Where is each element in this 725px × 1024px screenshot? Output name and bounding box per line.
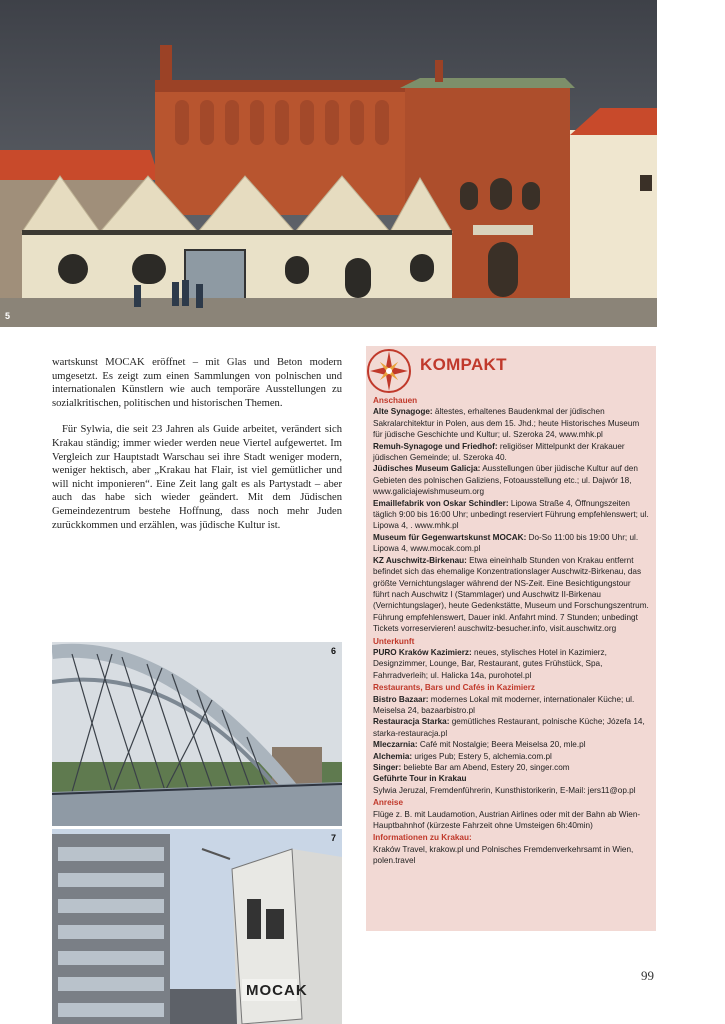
kompakt-entry-text: modernes Lokal mit moderner, internationaler Küche; ul. Meiselsa 24, bazaarbistro.pl <box>373 694 635 715</box>
kompakt-entry-name: Museum für Gegenwartskunst MOCAK: <box>373 532 527 542</box>
kompakt-entry <box>373 739 649 750</box>
kompakt-entry-name: Remuh-Synagoge und Friedhof: <box>373 441 498 451</box>
kompakt-entry-name: Singer: <box>373 763 402 772</box>
kompakt-entry <box>373 647 649 681</box>
kompakt-entry <box>373 716 649 739</box>
kompakt-entry <box>373 694 649 717</box>
kompakt-entry-name: Alte Synagoge: <box>373 407 433 417</box>
kompakt-entry <box>373 532 649 555</box>
kompakt-entry-text: religiöser Mittelpunkt der Krakauer jüdischen Gemeinde; ul. Szeroka 40. <box>373 441 625 463</box>
kompakt-section-title: Geführte Tour in Krakau <box>373 774 467 784</box>
kompakt-info-box <box>366 346 656 931</box>
kompakt-entry-text: Flüge z. B. mit Laudamotion, Austrian Airlines oder mit der Bahn ab Wien-Hauptbahnhof (kürzeste Fahrzeit ohne Umsteigen 6h:40min) <box>373 809 641 831</box>
kompakt-entry-name: Alchemia: <box>373 751 413 761</box>
article-paragraph: Für Sylwia, die seit 23 Jahren als Guide arbeitet, verändert sich Krakau ständig; immer wieder werden neue Viertel aufgewertet. Im Vergleich zur Hauptstadt Warschau sei ihre Stadt weniger modern, weniger hektisch, aber „Krakau hat Flair, ist viel gemütlicher und will nicht imponieren“. Eine Zeit lang galt es als Partystadt – aber auch das habe sich wieder geändert. Mit dem Jüdischen Gemeindezentrum bestehe Hoffnung, dass noch mehr Juden zurückkommen und erzählen, was jüdische Kultur ist. <box>52 424 342 531</box>
kompakt-entry <box>373 463 649 497</box>
kompakt-entry-text: Do-So 11:00 bis 19:00 Uhr; ul. Lipowa 4, www.mocak.com.pl <box>373 532 639 554</box>
kompakt-title: KOMPAKT <box>420 355 507 374</box>
kompakt-entry <box>373 498 649 532</box>
kompakt-entry <box>373 785 649 796</box>
kompakt-section-title: Anreise <box>373 798 404 808</box>
kompakt-entry <box>373 406 649 440</box>
mocak-billboard-text: MOCAK <box>246 982 308 999</box>
photo-number-7: 7 <box>330 833 336 843</box>
kompakt-section-title: Unterkunft <box>373 636 415 646</box>
kompakt-entry <box>373 762 649 773</box>
kompakt-entry-name: Jüdisches Museum Galicja: <box>373 464 481 474</box>
kompakt-content <box>366 395 656 867</box>
compass-star-icon <box>366 348 412 394</box>
kompakt-section-title: Restaurants, Bars und Cafés in Kazimierz <box>373 683 535 693</box>
kompakt-entry-name: PURO Kraków Kazimierz: <box>373 647 472 657</box>
kompakt-entry-text: Kraków Travel, krakow.pl und Polnisches Fremdenverkehrsamt in Wien, polen.travel <box>373 844 634 866</box>
photo-number-5: 5 <box>5 311 11 321</box>
kompakt-section-title: Anschauen <box>373 396 418 405</box>
photo-mocak-museum <box>52 829 342 1024</box>
kompakt-entry-text: neues, stylisches Hotel in Kazimierz, Designzimmer, Lounge, Bar, Restaurant, gutes Frühstück, Spa, Fahrradverleih; ul. Halicka 14a, purohotel.pl <box>373 647 607 680</box>
kompakt-entry-text: Ausstellungen über jüdische Kultur auf den Gebieten des polnischen Galiziens, Fotoausstellung etc.; ul. Dajwór 18, www.galiciajewishmuseum.org <box>373 464 638 497</box>
kompakt-header <box>366 346 656 394</box>
kompakt-entry <box>373 844 649 867</box>
kompakt-entry-text: Etwa eineinhalb Stunden von Krakau entfernt befindet sich das ehemalige Konzentrationslager Auschwitz-Birkenau, das größte Vernichtungslager während der NS-Zeit. Eine Besichtigungstour führt nach Auschwitz I (Stammlager) und Auschwitz II-Birkenau (Vernichtungslager), heute Gedenkstätte, Museum und Forschungszentrum. Führung empfehlenswert, Dauer inkl. Anfahrt mind. 7 Stunden; unbedingt Tickets vorreservieren! auschwitz-besucher.info, visit.auschwitz.org <box>373 555 649 634</box>
photo-number-6: 6 <box>330 646 336 656</box>
kompakt-entry-name: Emaillefabrik von Oskar Schindler: <box>373 498 509 508</box>
kompakt-entry-text: Sylwia Jeruzal, Fremdenführerin, Kunsthistorikerin, E-Mail: jers11@op.pl <box>373 785 636 795</box>
kompakt-entry-name: Bistro Bazaar: <box>373 694 429 704</box>
kompakt-entry <box>373 441 649 464</box>
article-paragraph: wartskunst MOCAK eröffnet – mit Glas und Beton modern umgesetzt. Es zeigt zum einen Sammlungen von polnischen und internationalen Künstlern wie auch temporäre Ausstellungen zu sozialkritischen, politischen und historischen Themen. <box>52 357 342 409</box>
article-body <box>52 356 342 532</box>
kompakt-entry <box>373 751 649 762</box>
photo-footbridge <box>52 642 342 826</box>
kompakt-entry-text: gemütliches Restaurant, polnische Küche; Józefa 14, starka-restauracja.pl <box>373 717 645 738</box>
kompakt-section-title: Informationen zu Krakau: <box>373 833 472 843</box>
kompakt-entry-text: Café mit Nostalgie; Beera Meiselsa 20, mle.pl <box>417 740 586 750</box>
kompakt-entry-name: Restauracja Starka: <box>373 717 450 727</box>
kompakt-entry <box>373 555 649 635</box>
hero-photo-old-synagogue <box>0 0 657 327</box>
kompakt-entry-text: uriges Pub; Estery 5, alchemia.com.pl <box>412 751 552 761</box>
kompakt-entry-text: Lipowa Straße 4, Öffnungszeiten täglich 9:00 bis 16:00 Uhr; unbedingt reserviert Führung empfehlenswert; ul. Lipowa 4, . www.mhk.pl <box>373 498 649 531</box>
kompakt-entry-text: ältestes, erhaltenes Baudenkmal der jüdischen Sakralarchitektur in Polen, aus dem 15. Jhd.; heute Historisches Museum für jüdische Geschichte und Kultur; ul. Szeroka 24, www.mhk.pl <box>373 407 640 440</box>
kompakt-entry-name: KZ Auschwitz-Birkenau: <box>373 555 467 565</box>
bridge-illustration <box>52 642 342 826</box>
kompakt-entry-text: beliebte Bar am Abend, Estery 20, singer.com <box>401 763 570 772</box>
synagogue-illustration <box>0 0 657 327</box>
page-number: 99 <box>641 968 654 983</box>
kompakt-entry-name: Mleczarnia: <box>373 740 418 750</box>
kompakt-entry <box>373 809 649 832</box>
